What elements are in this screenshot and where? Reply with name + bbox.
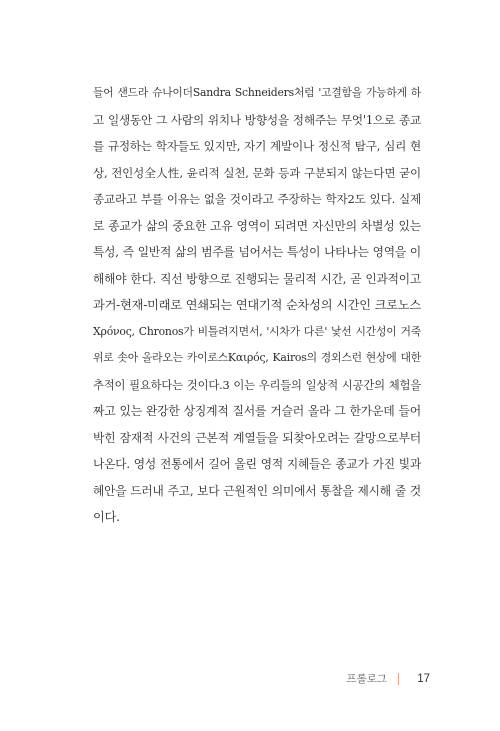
body-line: 추적이 필요하다는 것이다.3 이는 우리들의 일상적 시공간의 체험을 [93,377,421,392]
body-line: 해해야 한다. 직선 방향으로 진행되는 물리적 시간, 곧 인과적이고 [93,271,421,286]
body-line: Χρόνος, Chronos가 비틀려지면서, '시차가 다른' 낯선 시간성이 거죽 [93,324,421,338]
body-line: 혜안을 드러내 주고, 보다 근원적인 의미에서 통찰을 제시해 줄 것 [93,483,421,498]
body-line: 박힌 잠재적 사건의 근본적 계열들을 되찾아오려는 갈망으로부터 [93,430,421,445]
body-line: 특성, 즉 일반적 삶의 범주를 넘어서는 특성이 나타나는 영역을 이 [93,245,421,259]
body-line: 상, 전인성全人性, 윤리적 실천, 문화 등과 구분되지 않는다면 굳이 [93,165,421,180]
page-footer [0,671,430,687]
footer-divider [398,673,400,685]
body-paragraph [93,80,421,531]
body-line: 짜고 있는 완강한 상징계적 질서를 거슬러 올라 그 한가운데 들어 [93,404,421,418]
running-section-title: 프롤로그 [346,673,387,685]
body-line: 고 일생동안 그 사람의 위치나 방향성을 정해주는 무엇'1으로 종교 [93,112,421,127]
body-line: 이다. [93,510,120,524]
page-number: 17 [417,673,430,685]
body-line: 를 규정하는 학자들도 있지만, 자기 계발이나 정신적 탐구, 심리 현 [93,139,421,153]
body-line: 과거-현재-미래로 연쇄되는 연대기적 순차성의 시간인 크로노스 [93,298,421,312]
body-line: 위로 솟아 올라오는 카이로스Καιρός, Kairos의 경외스런 현상에 대한 [93,351,421,364]
body-line: 들어 샌드라 슈나이더Sandra Schneiders처럼 '고결함을 가능하게 하 [93,86,421,99]
body-line: 나온다. 영성 전통에서 길어 올린 영적 지혜들은 종교가 가진 빛과 [93,457,421,471]
body-line: 종교라고 부를 이유는 없을 것이라고 주장하는 학자2도 있다. 실제 [93,192,421,206]
body-line: 로 종교가 삶의 중요한 고유 영역이 되려면 자신만의 차별성 있는 [93,218,421,233]
